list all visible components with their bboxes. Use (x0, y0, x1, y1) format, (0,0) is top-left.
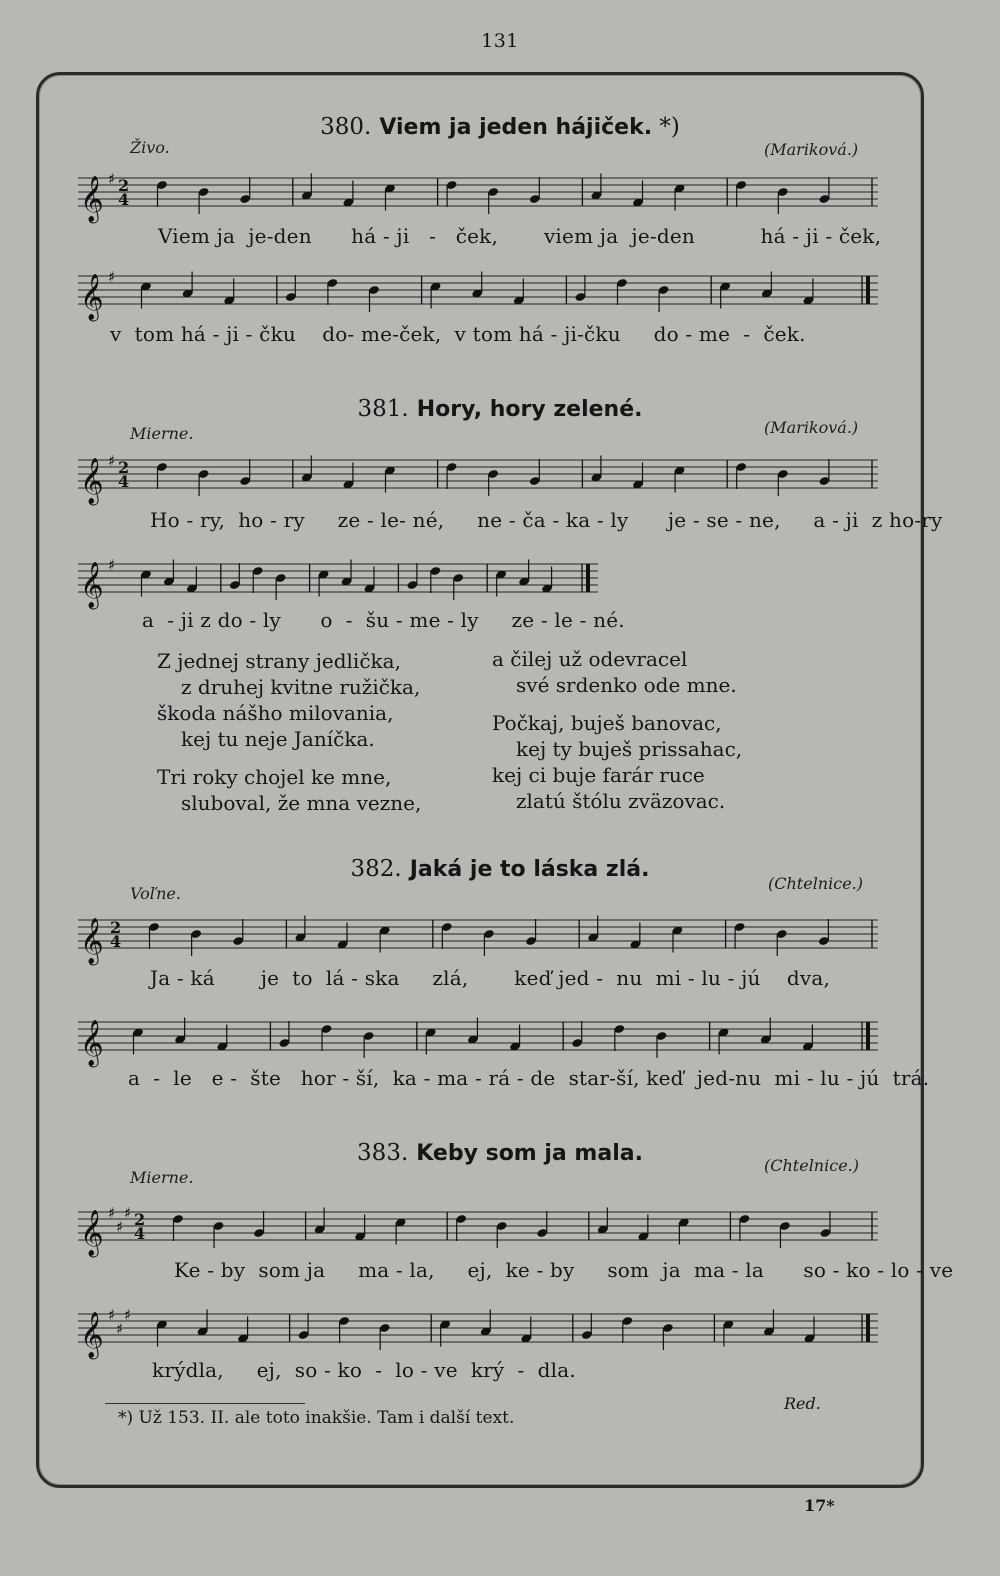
music-staff (78, 1204, 878, 1256)
sharp-sign: ♯ (108, 452, 116, 470)
treble-clef: 𝄞 (80, 562, 104, 608)
final-barline-thick (866, 276, 870, 304)
sharp-sign: ♯ (124, 1204, 132, 1222)
staff-graphic (78, 452, 878, 504)
treble-clef: 𝄞 (80, 918, 104, 964)
time-signature: 2 (134, 1210, 146, 1229)
verse-column-right (492, 646, 742, 826)
song-title: 383. Keby som ja mala. (357, 1140, 643, 1166)
time-signature: 4 (134, 1224, 146, 1243)
verse-line: Z jednej strany jedlička, (157, 649, 401, 673)
sharp-sign: ♯ (108, 556, 116, 574)
tempo-marking: Živo. (130, 138, 170, 157)
sharp-sign: ♯ (108, 1204, 116, 1222)
verse-line: z druhej kvitne ružička, (181, 675, 421, 699)
verse-line: Tri roky chojel ke mne, (157, 765, 392, 789)
song-title: 380. Viem ja jeden hájiček. *) (320, 114, 680, 140)
sharp-sign: ♯ (124, 1306, 132, 1324)
time-signature: 2 (118, 458, 130, 477)
verse-line: Počkaj, buješ banovac, (492, 711, 722, 735)
tempo-marking: Mierne. (130, 424, 194, 443)
music-staff (78, 452, 878, 504)
music-staff (78, 170, 878, 222)
music-staff (78, 556, 598, 608)
verse-stanza (492, 710, 742, 814)
music-staff (78, 1306, 878, 1358)
verse-stanza (157, 764, 421, 816)
music-staff (78, 1014, 878, 1066)
treble-clef: 𝄞 (80, 176, 104, 222)
staff-graphic (78, 1204, 878, 1256)
final-barline-thick (866, 1022, 870, 1050)
time-signature: 2 (118, 176, 130, 195)
treble-clef: 𝄞 (80, 1020, 104, 1066)
tempo-marking: Mierne. (130, 1168, 194, 1187)
treble-clef: 𝄞 (80, 1312, 104, 1358)
song-title: 381. Hory, hory zelené. (357, 396, 643, 422)
lyrics-line: v tom há - ji - čku do- me-ček, v tom há - ji-čku do - me - ček. (110, 322, 806, 346)
verse-line: sluboval, že mna vezne, (181, 791, 422, 815)
footnote: *) Už 153. II. ale toto inakšie. Tam i další text. (118, 1408, 515, 1428)
verse-line: kej ty buješ prissahac, (516, 737, 743, 761)
final-barline-thick (866, 1314, 870, 1342)
song-source: (Chtelnice.) (764, 1156, 859, 1175)
staff-graphic (78, 1306, 878, 1358)
music-staff (78, 912, 878, 964)
lyrics-line: Ho - ry, ho - ry ze - le- né, ne - ča - ka - ly je - se - ne, a - ji z ho-ry (150, 508, 943, 532)
verse-line: své srdenko ode mne. (516, 673, 737, 697)
lyrics-line: krýdla, ej, so - ko - lo - ve krý - dla. (152, 1358, 576, 1382)
treble-clef: 𝄞 (80, 274, 104, 320)
sharp-sign: ♯ (108, 170, 116, 188)
staff-graphic (78, 1014, 878, 1066)
staff-graphic (78, 170, 878, 222)
verse-line: škoda nášho milovania, (157, 701, 394, 725)
song-source: (Mariková.) (764, 418, 859, 437)
song-source: (Mariková.) (764, 140, 859, 159)
verse-line: kej tu neje Janíčka. (181, 727, 375, 751)
lyrics-line: Ke - by som ja ma - la, ej, ke - by som ja ma - la so - ko - lo - ve (174, 1258, 954, 1282)
page-number: 131 (481, 30, 519, 52)
verse-stanza (157, 648, 421, 752)
verse-line: kej ci buje farár ruce (492, 763, 705, 787)
footnote-divider (105, 1403, 305, 1404)
music-staff (78, 268, 878, 320)
treble-clef: 𝄞 (80, 1210, 104, 1256)
sharp-sign: ♯ (108, 268, 116, 286)
sharp-sign: ♯ (116, 1218, 124, 1236)
verse-column-left (157, 648, 421, 828)
song-source: (Chtelnice.) (768, 874, 863, 893)
final-barline-thick (586, 564, 590, 592)
treble-clef: 𝄞 (80, 458, 104, 504)
lyrics-line: Ja - ká je to lá - ska zlá, keď jed - nu mi - lu - jú dva, (150, 966, 831, 990)
time-signature: 4 (118, 472, 130, 491)
verse-stanza (492, 646, 742, 698)
staff-graphic (78, 268, 878, 320)
staff-graphic (78, 912, 878, 964)
sharp-sign: ♯ (108, 1306, 116, 1324)
lyrics-line: a - le e - šte hor - ší, ka - ma - rá - de star-ší, keď jed-nu mi - lu - jú trá. (128, 1066, 930, 1090)
staff-graphic (78, 556, 598, 608)
verse-line: zlatú štólu zväzovac. (516, 789, 726, 813)
song-title: 382. Jaká je to láska zlá. (350, 856, 650, 882)
time-signature: 4 (118, 190, 130, 209)
signature-mark: 17* (804, 1496, 835, 1515)
tempo-marking: Voľne. (130, 884, 181, 903)
lyrics-line: a - ji z do - ly o - šu - me - ly ze - le - né. (142, 608, 625, 632)
lyrics-line: Viem ja je-den há - ji - ček, viem ja je-den há - ji - ček, (158, 224, 882, 248)
sharp-sign: ♯ (116, 1320, 124, 1338)
time-signature: 4 (110, 932, 122, 951)
editor-mark: Red. (784, 1394, 821, 1413)
time-signature: 2 (110, 918, 122, 937)
verse-line: a čilej už odevracel (492, 647, 688, 671)
